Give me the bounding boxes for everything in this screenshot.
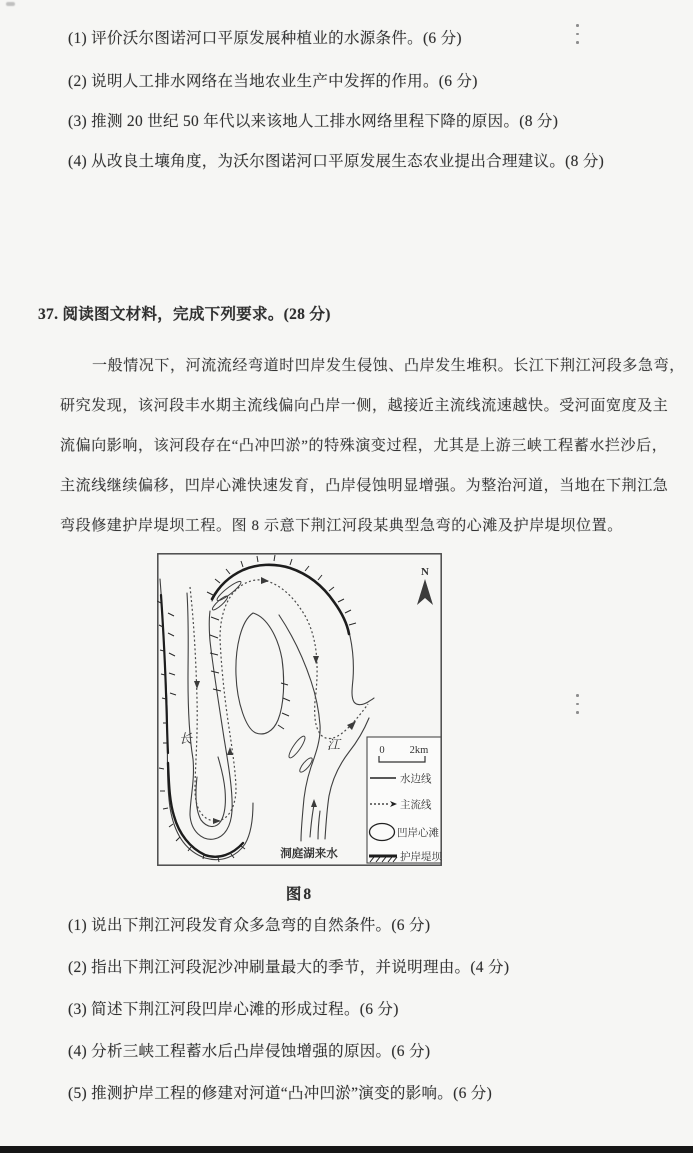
river-label-chang: 长 [179,731,193,746]
dam-hatching [157,555,356,862]
question-line: (1) 说出下荆江河段发育众多急弯的自然条件。(6 分) [68,917,431,934]
paragraph-line: 弯段修建护岸堤坝工程。图 8 示意下荆江河段某典型急弯的心滩及护岸堤坝位置。 [60,518,623,534]
figure8-caption: 图8 [285,886,314,903]
question-line: (4) 从改良土壤角度，为沃尔图诺河口平原发展生态农业提出合理建议。(8 分) [68,153,605,170]
question-line: (4) 分析三峡工程蓄水后凸岸侵蚀增强的原因。(6 分) [68,1043,431,1060]
scan-edge-bar [0,1146,693,1153]
legend-label: 护岸堤坝 [400,852,442,863]
legend-label: 主流线 [400,800,432,811]
scale-label-0: 0 [379,745,385,756]
dongting-inflow-label: 洞庭湖来水 [280,848,338,860]
svg-text:N: N [421,566,429,578]
scale-label-2km: 2km [409,745,429,756]
concave-bank-bars [211,579,314,774]
paragraph-line: 流偏向影响，该河段存在“凸冲凹淤”的特殊演变过程，尤其是上游三峡工程蓄水拦沙后， [60,438,668,454]
figure8-map [157,553,442,866]
map-legend [367,737,442,863]
river-label-jiang: 江 [327,737,341,752]
scan-artifact-corner [6,2,15,6]
revetment-dams [161,565,349,857]
question-line: (5) 推测护岸工程的修建对河道“凸冲凹淤”演变的影响。(6 分) [68,1085,493,1102]
legend-label: 水边线 [400,774,432,785]
scan-artifact-dots-middle [576,694,580,720]
question-37-intro-paragraph [60,346,685,546]
north-arrow-icon [417,566,433,605]
paragraph-line: 一般情况下，河流流经弯道时凹岸发生侵蚀、凸岸发生堆积。长江下荆江河段多急弯， [92,358,685,374]
question-37-heading: 37. 阅读图文材料，完成下列要求。(28 分) [38,306,331,323]
paragraph-line: 主流线继续偏移，凹岸心滩快速发育，凸岸侵蚀明显增强。为整治河道，当地在下荆江急 [60,478,669,494]
question-line: (2) 说明人工排水网络在当地农业生产中发挥的作用。(6 分) [68,73,478,90]
meander-map-svg [157,553,442,866]
question-line: (1) 评价沃尔图诺河口平原发展种植业的水源条件。(6 分) [68,30,462,47]
question-line: (3) 简述下荆江河段凹岸心滩的形成过程。(6 分) [68,1001,399,1018]
question-line: (2) 指出下荆江河段泥沙冲刷量最大的季节，并说明理由。(4 分) [68,959,510,976]
legend-label: 凹岸心滩 [397,828,439,839]
question-line: (3) 推测 20 世纪 50 年代以来该地人工排水网络里程下降的原因。(8 分) [68,113,559,130]
paragraph-line: 研究发现，该河段丰水期主流线偏向凸岸一侧，越接近主流线流速越快。受河面宽度及主 [60,398,669,414]
